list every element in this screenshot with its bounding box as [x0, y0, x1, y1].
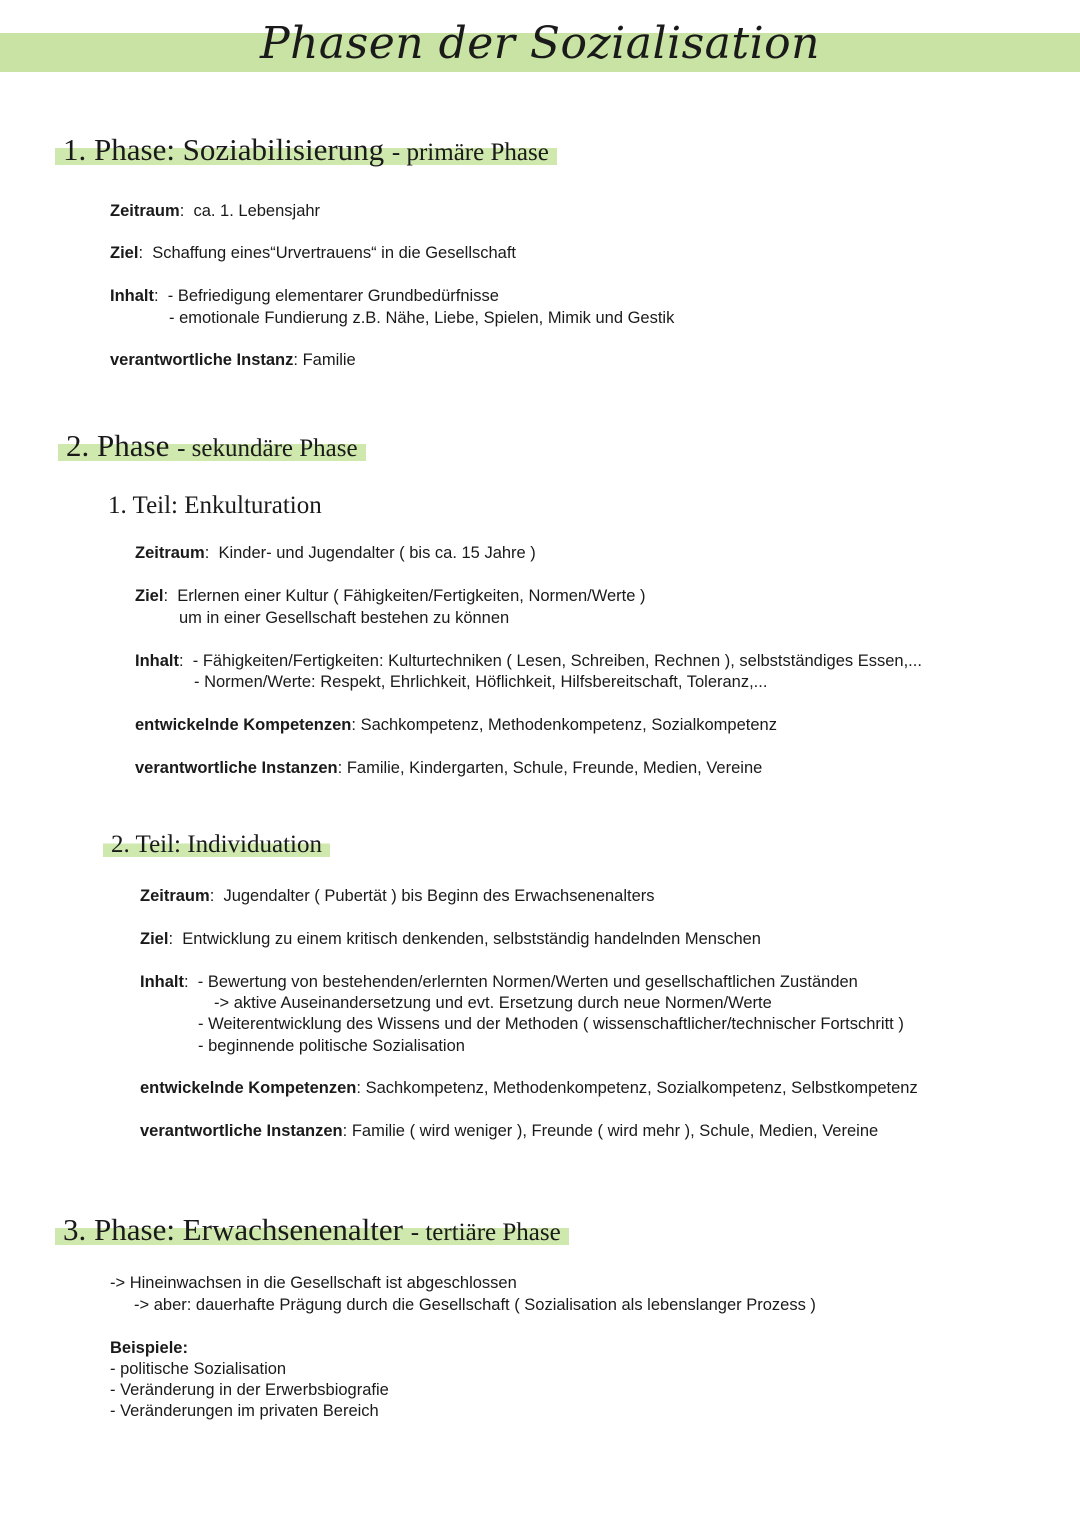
phase1-inhalt-line2: - emotionale Fundierung z.B. Nähe, Liebe, Spielen, Mimik und Gestik: [169, 309, 675, 327]
teil1-inhalt: Inhalt: - Fähigkeiten/Fertigkeiten: Kulturtechniken ( Lesen, Schreiben, Rechnen ), selbstständiges Essen,...: [135, 652, 922, 670]
label: Inhalt: [140, 973, 184, 991]
teil1-instanzen: verantwortliche Instanzen: Familie, Kindergarten, Schule, Freunde, Medien, Vereine: [135, 759, 763, 777]
phase1-subtitle: - primäre Phase: [391, 139, 549, 166]
teil1-ziel-line2: um in einer Gesellschaft bestehen zu können: [179, 609, 510, 627]
label: Inhalt: [135, 652, 179, 670]
beispiel-item: - Veränderungen im privaten Bereich: [110, 1402, 379, 1420]
label: Zeitraum: [135, 544, 205, 562]
label: entwickelnde Kompetenzen: [140, 1079, 357, 1097]
phase3-subtitle: - tertiäre Phase: [410, 1219, 561, 1246]
teil1-ziel: Ziel: Erlernen einer Kultur ( Fähigkeiten/Fertigkeiten, Normen/Werte ): [135, 587, 646, 605]
value: - Befriedigung elementarer Grundbedürfnisse: [167, 287, 499, 305]
value: Schaffung eines“Urvertrauens“ in die Gesellschaft: [152, 244, 517, 262]
value: Sachkompetenz, Methodenkompetenz, Sozialkompetenz: [360, 716, 777, 734]
value: Erlernen einer Kultur ( Fähigkeiten/Fertigkeiten, Normen/Werte ): [177, 587, 646, 605]
phase2-subtitle: - sekundäre Phase: [177, 435, 358, 462]
phase1-heading-text: 1. Phase: Soziabilisierung: [63, 132, 385, 167]
phase1-ziel: Ziel: Schaffung eines“Urvertrauens“ in die Gesellschaft: [110, 244, 517, 262]
value: - Fähigkeiten/Fertigkeiten: Kulturtechniken ( Lesen, Schreiben, Rechnen ), selbstständiges Essen,...: [192, 652, 922, 670]
label: Ziel: [135, 587, 164, 605]
value: Familie, Kindergarten, Schule, Freunde, Medien, Vereine: [346, 759, 763, 777]
beispiele-label: Beispiele:: [110, 1339, 188, 1357]
teil2-heading: 2. Teil: Individuation: [103, 831, 330, 859]
phase1-instanz: verantwortliche Instanz: Familie: [110, 351, 356, 369]
beispiel-item: - politische Sozialisation: [110, 1360, 287, 1378]
teil2-kompetenzen: entwickelnde Kompetenzen: Sachkompetenz, Methodenkompetenz, Sozialkompetenz, Selbstkompetenz: [140, 1079, 918, 1097]
value: - Bewertung von bestehenden/erlernten Normen/Werten und gesellschaftlichen Zuständen: [197, 973, 858, 991]
label: verantwortliche Instanz: [110, 351, 294, 369]
label: Ziel: [110, 244, 139, 262]
teil2-zeitraum: Zeitraum: Jugendalter ( Pubertät ) bis Beginn des Erwachsenenalters: [140, 887, 655, 905]
value: Entwicklung zu einem kritisch denkenden, selbstständig handelnden Menschen: [182, 930, 761, 948]
phase1-zeitraum: Zeitraum: ca. 1. Lebensjahr: [110, 202, 321, 220]
value: Sachkompetenz, Methodenkompetenz, Sozialkompetenz, Selbstkompetenz: [365, 1079, 918, 1097]
phase1-heading: [55, 132, 557, 168]
teil1-zeitraum: Zeitraum: Kinder- und Jugendalter ( bis ca. 15 Jahre ): [135, 544, 536, 562]
teil1-heading: 1. Teil: Enkulturation: [108, 492, 322, 519]
label: verantwortliche Instanzen: [135, 759, 338, 777]
teil2-inhalt: Inhalt: - Bewertung von bestehenden/erlernten Normen/Werten und gesellschaftlichen Zuständen: [140, 973, 858, 991]
beispiel-item: - Veränderung in der Erwerbsbiografie: [110, 1381, 389, 1399]
value: Kinder- und Jugendalter ( bis ca. 15 Jahre ): [218, 544, 536, 562]
teil1-inhalt-line2: - Normen/Werte: Respekt, Ehrlichkeit, Höflichkeit, Hilfsbereitschaft, Toleranz,...: [194, 673, 768, 691]
label: entwickelnde Kompetenzen: [135, 716, 352, 734]
teil1-kompetenzen: entwickelnde Kompetenzen: Sachkompetenz, Methodenkompetenz, Sozialkompetenz: [135, 716, 777, 734]
label: Ziel: [140, 930, 169, 948]
label: Zeitraum: [140, 887, 210, 905]
value: Jugendalter ( Pubertät ) bis Beginn des Erwachsenenalters: [223, 887, 655, 905]
value: ca. 1. Lebensjahr: [193, 202, 321, 220]
phase1-inhalt: Inhalt: - Befriedigung elementarer Grundbedürfnisse: [110, 287, 499, 305]
phase3-heading-text: 3. Phase: Erwachsenenalter: [63, 1212, 404, 1247]
teil2-inhalt-line2: -> aktive Auseinandersetzung und evt. Ersetzung durch neue Normen/Werte: [214, 994, 772, 1012]
label: verantwortliche Instanzen: [140, 1122, 343, 1140]
phase3-line1: -> Hineinwachsen in die Gesellschaft ist abgeschlossen: [110, 1274, 517, 1292]
teil2-instanzen: verantwortliche Instanzen: Familie ( wird weniger ), Freunde ( wird mehr ), Schule, Medien, Vereine: [140, 1122, 879, 1140]
value: Familie: [302, 351, 356, 369]
page-title: Phasen der Sozialisation: [259, 18, 820, 69]
phase3-heading: [55, 1212, 569, 1248]
teil2-inhalt-line4: - beginnende politische Sozialisation: [198, 1037, 465, 1055]
phase2-heading-text: 2. Phase: [66, 428, 170, 463]
phase2-heading: [58, 428, 366, 464]
label: Inhalt: [110, 287, 154, 305]
teil2-inhalt-line3: - Weiterentwicklung des Wissens und der Methoden ( wissenschaftlicher/technischer Fortschritt ): [198, 1015, 904, 1033]
phase3-line2: -> aber: dauerhafte Prägung durch die Gesellschaft ( Sozialisation als lebenslanger Prozess ): [134, 1296, 816, 1314]
teil2-ziel: Ziel: Entwicklung zu einem kritisch denkenden, selbstständig handelnden Menschen: [140, 930, 761, 948]
value: Familie ( wird weniger ), Freunde ( wird mehr ), Schule, Medien, Vereine: [351, 1122, 879, 1140]
label: Zeitraum: [110, 202, 180, 220]
